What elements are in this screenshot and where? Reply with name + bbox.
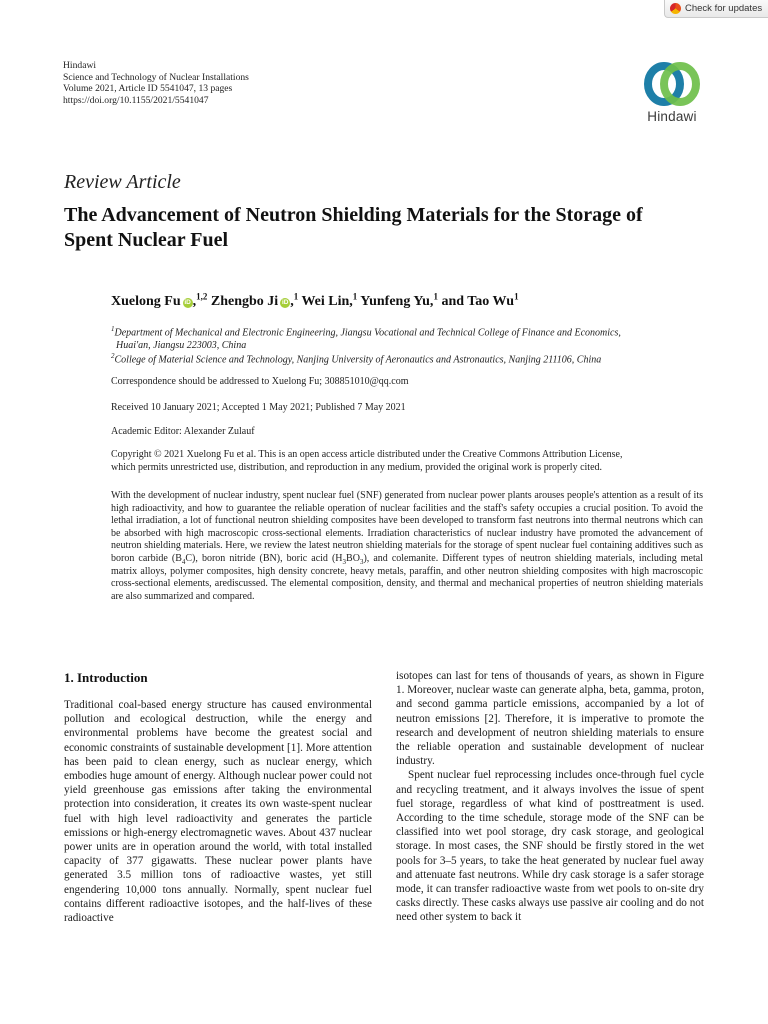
author-separator: ,: [192, 293, 197, 309]
author-4: [360, 291, 438, 309]
paragraph: Spent nuclear fuel reprocessing includes once-through fuel cycle and recycling treatment, and it always involves the issue of spent fuel storage, regardless of what kind of posttreatment is used. According to the time schedule, storage mode of the SNF can be classified into wet pool storage, dry cask storage, and geological storage. In most cases, the SNF should be firstly stored in the wet pools for 3–5 years, to take the heat generated by nuclear fuel away and attenuate fast neutrons. While dry cask storage is a safer storage mode, it can transfer radioactive waste from wet pools to on-site dry casks directly. These casks always use passive air cooling and do not need other system to back it: [396, 769, 704, 924]
subscript: 3: [342, 557, 347, 566]
doi-link[interactable]: https://doi.org/10.1155/2021/5541047: [63, 94, 209, 106]
author-name: Wei Lin,: [301, 293, 353, 309]
author-5: [441, 291, 519, 309]
author-affiliation-sup: 1,2: [196, 291, 208, 301]
copyright-notice: [111, 449, 622, 474]
academic-editor: Academic Editor: Alexander Zulauf: [111, 426, 255, 437]
check-for-updates-button[interactable]: [664, 0, 768, 18]
affiliation-2: [111, 350, 601, 367]
article-title: The Advancement of Neutron Shielding Materials for the Storage of Spent Nuclear Fuel: [64, 204, 643, 251]
publication-dates: Received 10 January 2021; Accepted 1 May 2021; Published 7 May 2021: [111, 402, 406, 413]
author-2: [210, 291, 299, 309]
right-column: [396, 669, 704, 925]
hindawi-logo: [634, 60, 710, 124]
check-for-updates-label: Check for updates: [685, 3, 763, 14]
abstract-text: BO: [346, 552, 360, 564]
author-3: [301, 291, 358, 309]
abstract-text: C), boron nitride (BN), boric acid (H: [185, 552, 343, 564]
left-column: [64, 698, 372, 925]
subscript: 4: [181, 557, 186, 566]
crossmark-icon: [670, 3, 681, 14]
abstract-text: With the development of nuclear industry, spent nuclear fuel (SNF) generated from nuclear power plants arouses people's attention as a result of its high radioactivity, and how to guarantee the reliable operation of nuclear facilities and the staff's safety occupies a crucial position. To avoid the lethal irradiation, a lot of functional neutron shielding composites have been developed to transform fast neutrons into thermal neutrons which can be absorbed with high macroscopic cross-sectional elements. Irradiation characteristics of nuclear industry have promoted the advancement of neutron shielding materials. Here, we review the latest neutron shielding materials for the storage of spent nuclear fuel containing additives such as boron carbide (B: [111, 490, 703, 564]
author-separator: ,: [290, 293, 294, 309]
volume-info: Volume 2021, Article ID 5541047, 13 pages: [63, 83, 233, 94]
section-heading: 1. Introduction: [64, 670, 148, 685]
correspondence: Correspondence should be addressed to Xuelong Fu; 308851010@qq.com: [111, 376, 409, 387]
author-name: and Tao Wu: [441, 293, 515, 309]
author-affiliation-sup: 1: [514, 291, 519, 301]
affiliation-1-line2: Huai'an, Jiangsu 223003, China: [116, 339, 247, 351]
orcid-icon[interactable]: iD: [281, 298, 289, 306]
affiliation-1-line1: Department of Mechanical and Electronic Engineering, Jiangsu Vocational and Technical College of Finance and Economics,: [114, 327, 621, 339]
author-affiliation-sup: 1: [433, 291, 438, 301]
orcid-icon[interactable]: iD: [184, 298, 191, 306]
affiliation-sup: 2: [111, 352, 115, 360]
author-name: Xuelong Fu: [111, 293, 181, 309]
hindawi-rings-icon: [643, 60, 701, 108]
author-affiliation-sup: 1: [293, 291, 299, 301]
publisher-name: Hindawi: [63, 60, 97, 71]
copyright-line2: which permits unrestricted use, distribution, and reproduction in any medium, provided the original work is properly cited.: [111, 461, 603, 473]
logo-wordmark: Hindawi: [647, 109, 697, 124]
author-name: Zhengbo Ji: [210, 293, 279, 309]
affiliation-1: [111, 323, 621, 352]
paragraph: Traditional coal-based energy structure has caused environmental pollution and ecological destruction, while the energy and environmental problems have become the greatest social and economic constraints of sustainable development [1]. More attention has been paid to clean energy, such as nuclear energy, which embodies huge amount of energy. Although nuclear power could not yield greenhouse gas emissions after taking the environmental protection into consideration, it creates its own waste-spent nuclear fuel with high level radioactivity and generates the particle emissions or high-energy electromagnetic waves. About 437 nuclear power units are in operation around the world, with total installed capacity of 377 gigawatts. These nuclear power plants have generated 3.5 million tons of radioactive wastes, yet still engendering 10,000 tons annually. Normally, spent nuclear fuel contains different radioactive isotopes, and the half-lives of these radioactive: [64, 699, 372, 925]
author-name: Yunfeng Yu,: [360, 293, 434, 309]
copyright-line1: Copyright © 2021 Xuelong Fu et al. This is an open access article distributed under the Creative Commons Attribution License,: [111, 449, 623, 460]
author-1: [111, 291, 208, 309]
affiliation-sup: 1: [111, 325, 115, 333]
affiliation-2-line1: College of Material Science and Technology, Nanjing University of Aeronautics and Astronautics, Nanjing 211106, China: [114, 354, 602, 366]
subscript: 3: [359, 557, 364, 566]
author-list: [111, 291, 519, 310]
article-type: Review Article: [64, 171, 181, 193]
abstract-text: ), and colemanite. Different types of neutron shielding materials, including metal matrix alloys, polymer composites, high density concrete, heavy metals, paraffin, and other neutron shielding composites with high macroscopic cross-sectional elements, arediscussed. The elemental composition, density, and thermal and mechanical properties of neutron shielding materials are also summarized and compared.: [111, 552, 703, 602]
abstract: [111, 490, 703, 603]
journal-header: [63, 60, 249, 106]
paragraph: isotopes can last for tens of thousands of years, as shown in Figure 1. Moreover, nuclear waste can generate alpha, beta, gamma, proton, and second gamma particle emissions, accompanied by a lot of neutron emissions [2]. Therefore, it is imperative to promote the research and development of neutron shielding materials to ensure the reliable operation and sustainable development of nuclear industry.: [396, 670, 705, 768]
journal-name: Science and Technology of Nuclear Installations: [63, 71, 249, 83]
author-affiliation-sup: 1: [352, 291, 358, 301]
